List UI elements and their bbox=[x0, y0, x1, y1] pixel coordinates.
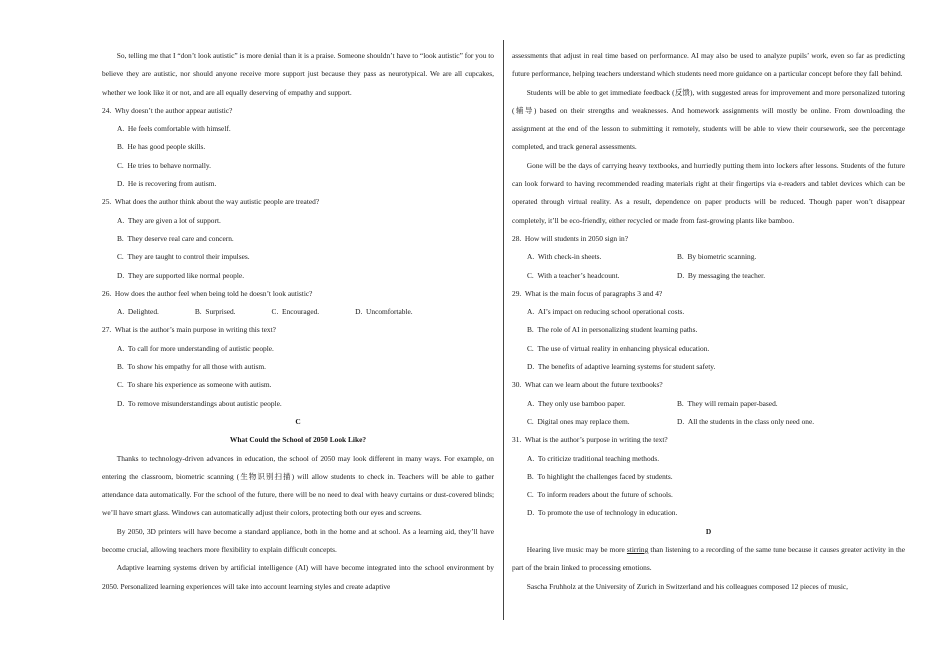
option-b: B. By biometric scanning. bbox=[677, 252, 757, 262]
question-29 bbox=[512, 285, 905, 376]
question-stem: 26. How does the author feel when being told he doesn’t look autistic? bbox=[102, 288, 313, 298]
passage-c-paragraph-5: Gone will be the days of carrying heavy textbooks, and hurriedly putting them into lockers after lessons. Students of the future can look forward to having recommended reading materials right at their fingertips via e-readers and tablet devices which can be operated through virtual reality. As a result, dependence on paper products will be reduced. Though paper won’t disappear completely, it’ll be eco-friendly, either recycled or made from fast-growing plants like bamboo. bbox=[512, 160, 905, 225]
text-before: Hearing live music may be more bbox=[526, 545, 627, 555]
option-c: C. To inform readers about the future of schools. bbox=[527, 490, 673, 500]
option-a: A. AI’s impact on reducing school operational costs. bbox=[527, 307, 685, 317]
passage-c-paragraph-1: Thanks to technology-driven advances in education, the school of 2050 may look different in many ways. For example, on entering the classroom, biometric scanning (生物识别扫描) will allow students to check in. Teachers will be able to gather attendance data automatically. For the school of the future, there will be no need to deal with heavy curtains or dust-covered blinds; we’ll have smart glass. Windows can automatically adjust their colors, protecting both our eyes and screens. bbox=[102, 453, 494, 518]
option-a: A. Delighted. bbox=[117, 307, 159, 317]
option-d: D. They are supported like normal people. bbox=[117, 270, 245, 280]
options-row bbox=[527, 413, 905, 431]
question-31 bbox=[512, 431, 905, 522]
options-row bbox=[527, 248, 905, 266]
options-row bbox=[527, 267, 905, 285]
option-b: B. They deserve real care and concern. bbox=[117, 233, 234, 243]
passage-d-paragraph-2: Sascha Fruhholz at the University of Zurich in Switzerland and his colleagues composed 12 pieces of music, bbox=[526, 581, 849, 591]
option-a: A. They are given a lot of support. bbox=[117, 215, 221, 225]
option-b: B. They will remain paper-based. bbox=[677, 398, 778, 408]
question-27 bbox=[102, 321, 494, 412]
option-a: A. To call for more understanding of autistic people. bbox=[117, 343, 274, 353]
section-c-title: What Could the School of 2050 Look Like? bbox=[229, 435, 367, 445]
option-b: B. The role of AI in personalizing student learning paths. bbox=[527, 325, 698, 335]
option-c: C. They are taught to control their impulses. bbox=[117, 252, 250, 262]
question-stem: 31. What is the author’s purpose in writing the text? bbox=[512, 435, 668, 445]
question-28 bbox=[512, 230, 905, 285]
passage-b-closing-paragraph: So, telling me that I “don’t look autistic” is more denial than it is a praise. Someone shouldn’t have to “look autistic” for you to believe they are autistic, nor should anyone receive more support just because they pass as neurotypical. We are all cupcakes, whether we look like it or not, and are all equally deserving of empathy and support. bbox=[102, 51, 494, 97]
right-column bbox=[512, 47, 905, 596]
question-26 bbox=[102, 285, 494, 322]
option-d: D. He is recovering from autism. bbox=[117, 179, 217, 189]
passage-c-paragraph-4: Students will be able to get immediate feedback (反馈), with suggested areas for improvement and more personalized tutoring (辅导) based on their strengths and weaknesses. And homework assignments will mostly be online. From downloading the assignment at the end of the lesson to submitting it remotely, students will be able to view their coursework, see the percentage completed, and track general assessments. bbox=[512, 87, 905, 152]
option-d: D. Uncomfortable. bbox=[355, 307, 413, 317]
options-row bbox=[527, 395, 905, 413]
left-column bbox=[102, 47, 494, 596]
question-stem: 30. What can we learn about the future textbooks? bbox=[512, 380, 663, 390]
question-24 bbox=[102, 102, 494, 193]
option-d: D. By messaging the teacher. bbox=[677, 270, 766, 280]
column-divider bbox=[503, 40, 504, 620]
option-d: D. To remove misunderstandings about autistic people. bbox=[117, 398, 282, 408]
question-stem: 27. What is the author’s main purpose in writing this text? bbox=[102, 325, 276, 335]
question-25 bbox=[102, 193, 494, 284]
question-stem: 28. How will students in 2050 sign in? bbox=[512, 233, 628, 243]
passage-c-paragraph-3: Adaptive learning systems driven by artificial intelligence (AI) will have become integrated into the school environment by 2050. Personalized learning experiences will take into account learning styles and create adaptive bbox=[102, 563, 494, 591]
option-b: B. To show his empathy for all those with autism. bbox=[117, 362, 266, 372]
passage-c-paragraph-2: By 2050, 3D printers will have become a standard appliance, both in the home and at school. As a learning aid, they’ll have become crucial, allowing teachers more flexibility to explain difficult concepts. bbox=[102, 526, 494, 555]
option-d: D. All the students in the class only need one. bbox=[677, 416, 815, 426]
option-c: C. The use of virtual reality in enhancing physical education. bbox=[527, 343, 710, 353]
passage-c-continuation: assessments that adjust in real time based on performance. AI may also be used to analyze pupils’ work, even so far as predicting future performance, helping teachers understand which students need more guidance on a particular concept before they fall behind. bbox=[512, 51, 905, 79]
passage-d-paragraph-1 bbox=[512, 541, 905, 578]
section-d-label: D bbox=[705, 526, 712, 536]
question-30 bbox=[512, 376, 905, 431]
question-stem: 25. What does the author think about the way autistic people are treated? bbox=[102, 197, 320, 207]
option-a: A. To criticize traditional teaching methods. bbox=[527, 453, 660, 463]
option-c: C. Digital ones may replace them. bbox=[527, 416, 630, 426]
option-d: D. To promote the use of technology in education. bbox=[527, 508, 678, 518]
option-d: D. The benefits of adaptive learning systems for student safety. bbox=[527, 362, 716, 372]
option-b: B. To highlight the challenges faced by students. bbox=[527, 471, 673, 481]
section-c-label: C bbox=[295, 416, 301, 426]
underlined-word: stirring bbox=[626, 545, 649, 555]
option-a: A. They only use bamboo paper. bbox=[527, 398, 626, 408]
text-after: than listening to a recording of the same tune because it causes greater activity in the part of the brain linked to processing emotions. bbox=[512, 545, 905, 573]
option-c: C. Encouraged. bbox=[271, 307, 320, 317]
option-a: A. With check-in sheets. bbox=[527, 252, 602, 262]
option-b: B. He has good people skills. bbox=[117, 142, 206, 152]
question-stem: 29. What is the main focus of paragraphs 3 and 4? bbox=[512, 288, 663, 298]
option-c: C. To share his experience as someone with autism. bbox=[117, 380, 272, 390]
options-row bbox=[117, 303, 494, 321]
option-c: C. With a teacher’s headcount. bbox=[527, 270, 620, 280]
question-stem: 24. Why doesn’t the author appear autistic? bbox=[102, 105, 233, 115]
option-c: C. He tries to behave normally. bbox=[117, 160, 211, 170]
option-b: B. Surprised. bbox=[194, 307, 236, 317]
option-a: A. He feels comfortable with himself. bbox=[117, 124, 231, 134]
